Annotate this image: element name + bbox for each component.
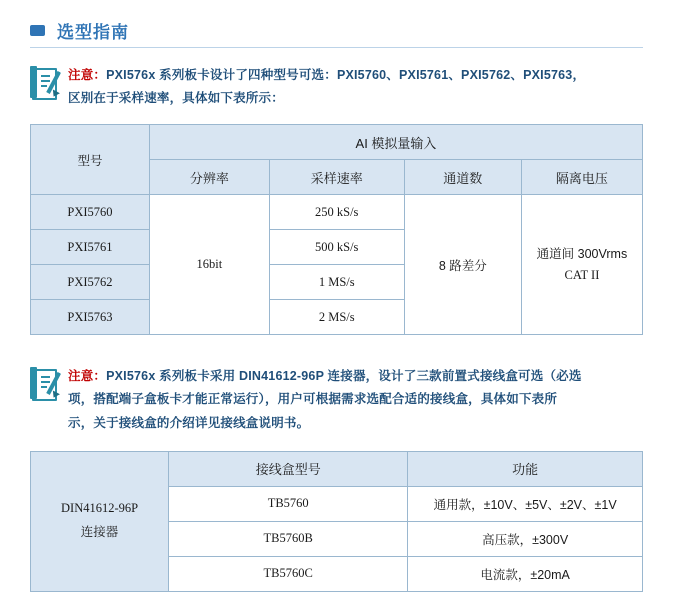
table1-rate-4: 2 MS/s [269,300,404,335]
note-pencil-icon [30,66,60,100]
spec-table [30,124,643,335]
table1-model-4: PXI5763 [31,300,150,335]
table2-connector-line-1: DIN41612-96P [61,501,139,516]
spec-table-wrapper [30,124,643,335]
terminal-table [30,451,643,592]
table1-model-1: PXI5760 [31,195,150,230]
table2-header-function: 功能 [408,451,643,486]
note-block-1 [30,64,643,110]
table1-header-sample-rate: 采样速率 [269,160,404,195]
table-row [31,125,643,160]
note-block-2 [30,365,643,434]
table1-header-resolution: 分辨率 [149,160,269,195]
table1-model-3: PXI5762 [31,265,150,300]
table2-header-model: 接线盒型号 [169,451,408,486]
table1-rate-3: 1 MS/s [269,265,404,300]
note-pencil-icon [30,367,60,401]
table2-connector-cell [31,451,169,591]
table2-model-1: TB5760 [169,486,408,521]
table2-function-3: 电流款，±20mA [408,556,643,591]
note-1-text [68,64,585,110]
table1-header-isolation: 隔离电压 [521,160,642,195]
table1-model-2: PXI5761 [31,230,150,265]
note-2-line-1: PXI576x 系列板卡采用 DIN41612-96P 连接器，设计了三款前置式接线盒可选（必选 [106,369,582,384]
table1-group-header: AI 模拟量输入 [149,125,642,160]
note-2-line-3: 示，关于接线盒的介绍详见接线盒说明书。 [68,415,310,430]
table1-isolation-line-1: 通道间 300Vrms [536,246,628,261]
table2-model-2: TB5760B [169,521,408,556]
table2-model-3: TB5760C [169,556,408,591]
table1-isolation-value [521,195,642,335]
table1-rate-1: 250 kS/s [269,195,404,230]
note-2-line-2: 项，搭配端子盒板卡才能正常运行），用户可根据需求选配合适的接线盒，具体如下表所 [68,392,558,407]
terminal-table-wrapper [30,451,643,592]
note-1-line-1: PXI576x 系列板卡设计了四种型号可选：PXI5760、PXI5761、PXI5762、PXI5763， [106,68,586,82]
table2-function-1: 通用款，±10V、±5V、±2V、±1V [408,486,643,521]
note-2-text [68,365,582,434]
table2-connector-line-2: 连接器 [80,525,119,540]
table2-function-2: 高压款，±300V [408,521,643,556]
note-2-prefix: 注意： [68,369,107,384]
table1-rate-2: 500 kS/s [269,230,404,265]
table1-channels-value: 8 路差分 [404,195,521,335]
table1-header-channels: 通道数 [404,160,521,195]
note-1-line-2: 区别在于采样速率，具体如下表所示： [68,91,284,106]
page-title: 选型指南 [57,23,129,42]
table1-col-model-header: 型号 [31,125,150,195]
section-header [0,0,673,43]
table1-resolution-value: 16bit [149,195,269,335]
header-divider [30,47,643,48]
table-row [31,195,643,230]
section-marker-icon [30,25,45,36]
note-1-prefix: 注意： [68,68,107,82]
table1-isolation-line-2: CAT II [564,267,600,282]
table-row [31,451,643,486]
